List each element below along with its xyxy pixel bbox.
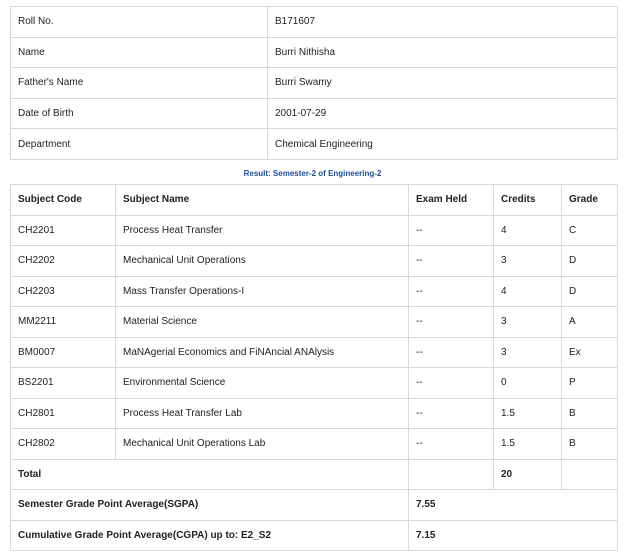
student-info-value: Chemical Engineering [268, 129, 618, 160]
student-info-value: Burri Swamy [268, 68, 618, 99]
cgpa-value: 7.15 [409, 520, 618, 551]
header-subject-name: Subject Name [116, 185, 409, 216]
subject-code-cell: CH2801 [11, 398, 116, 429]
result-title: Result: Semester-2 of Engineering-2 [243, 169, 382, 178]
credits-cell: 4 [494, 276, 562, 307]
subject-code-cell: CH2201 [11, 215, 116, 246]
exam-held-cell: -- [409, 429, 494, 460]
grade-cell: A [562, 307, 618, 338]
exam-held-cell: -- [409, 337, 494, 368]
student-info-label: Roll No. [11, 7, 268, 38]
exam-held-cell: -- [409, 215, 494, 246]
grade-cell: C [562, 215, 618, 246]
sgpa-value: 7.55 [409, 490, 618, 521]
header-grade: Grade [562, 185, 618, 216]
subject-row [11, 398, 618, 429]
credits-cell: 3 [494, 307, 562, 338]
exam-held-cell: -- [409, 368, 494, 399]
student-info-row [11, 68, 618, 99]
total-grade-empty [562, 459, 618, 490]
total-exam-empty [409, 459, 494, 490]
subject-row [11, 337, 618, 368]
student-info-table [10, 6, 618, 160]
subject-name-cell: Mechanical Unit Operations [116, 246, 409, 277]
student-info-label: Department [11, 129, 268, 160]
subject-code-cell: BS2201 [11, 368, 116, 399]
credits-cell: 1.5 [494, 398, 562, 429]
results-table [10, 184, 618, 551]
subject-row [11, 215, 618, 246]
credits-cell: 3 [494, 337, 562, 368]
grade-cell: D [562, 246, 618, 277]
exam-held-cell: -- [409, 398, 494, 429]
exam-held-cell: -- [409, 276, 494, 307]
subject-row [11, 246, 618, 277]
subject-name-cell: Process Heat Transfer Lab [116, 398, 409, 429]
sgpa-row [11, 490, 618, 521]
total-label: Total [11, 459, 409, 490]
subject-code-cell: CH2203 [11, 276, 116, 307]
student-info-label: Name [11, 37, 268, 68]
header-exam-held: Exam Held [409, 185, 494, 216]
student-info-row [11, 129, 618, 160]
subject-name-cell: Process Heat Transfer [116, 215, 409, 246]
credits-cell: 3 [494, 246, 562, 277]
header-credits: Credits [494, 185, 562, 216]
sgpa-label: Semester Grade Point Average(SGPA) [11, 490, 409, 521]
student-info-row [11, 7, 618, 38]
subject-name-cell: MaNAgerial Economics and FiNAncial ANAlysis [116, 337, 409, 368]
grade-cell: D [562, 276, 618, 307]
cgpa-row [11, 520, 618, 551]
subject-code-cell: CH2202 [11, 246, 116, 277]
subject-row [11, 429, 618, 460]
grade-cell: P [562, 368, 618, 399]
header-subject-code: Subject Code [11, 185, 116, 216]
student-info-value: Burri Nithisha [268, 37, 618, 68]
student-info-row [11, 98, 618, 129]
student-info-label: Date of Birth [11, 98, 268, 129]
exam-held-cell: -- [409, 246, 494, 277]
total-credits: 20 [494, 459, 562, 490]
total-row [11, 459, 618, 490]
cgpa-label: Cumulative Grade Point Average(CGPA) up to: E2_S2 [11, 520, 409, 551]
results-body [11, 215, 618, 459]
grade-cell: Ex [562, 337, 618, 368]
grade-cell: B [562, 398, 618, 429]
subject-name-cell: Mass Transfer Operations-I [116, 276, 409, 307]
subject-code-cell: BM0007 [11, 337, 116, 368]
subject-code-cell: MM2211 [11, 307, 116, 338]
student-info-value: B171607 [268, 7, 618, 38]
subject-name-cell: Mechanical Unit Operations Lab [116, 429, 409, 460]
credits-cell: 0 [494, 368, 562, 399]
subject-name-cell: Environmental Science [116, 368, 409, 399]
credits-cell: 1.5 [494, 429, 562, 460]
header-row [11, 185, 618, 216]
exam-held-cell: -- [409, 307, 494, 338]
credits-cell: 4 [494, 215, 562, 246]
student-info-body [11, 7, 618, 160]
student-info-row [11, 37, 618, 68]
student-info-label: Father's Name [11, 68, 268, 99]
subject-row [11, 276, 618, 307]
subject-row [11, 307, 618, 338]
results-header [11, 185, 618, 216]
subject-name-cell: Material Science [116, 307, 409, 338]
grade-cell: B [562, 429, 618, 460]
student-info-value: 2001-07-29 [268, 98, 618, 129]
subject-code-cell: CH2802 [11, 429, 116, 460]
results-summary [11, 459, 618, 551]
subject-row [11, 368, 618, 399]
